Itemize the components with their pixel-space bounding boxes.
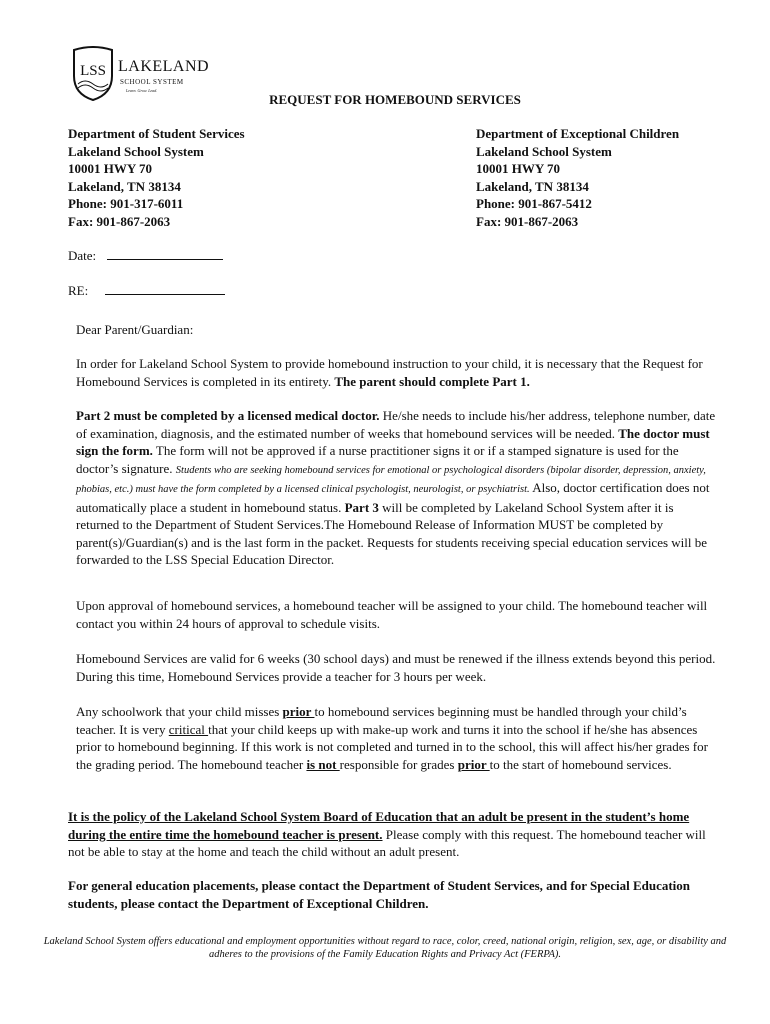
part2-heading: Part 2 must be completed by a licensed medical doctor. xyxy=(76,408,380,423)
page-title: REQUEST FOR HOMEBOUND SERVICES xyxy=(269,92,521,107)
schoolwork-text: to the start of homebound services. xyxy=(489,756,672,772)
prior-emphasis: prior xyxy=(457,756,490,772)
address-line: Lakeland, TN 38134 xyxy=(68,178,181,194)
address-line: Phone: 901-867-5412 xyxy=(476,196,592,211)
logo-tagline: Learn. Grow. Lead. xyxy=(126,88,158,93)
schoolwork-text: responsible for grades xyxy=(339,756,458,772)
paragraph-contact: For general education placements, please contact the Department of Student Services, and for Special Education students, please contact the Department of Exceptional Children. xyxy=(68,878,691,911)
logo-name: LAKELAND xyxy=(118,58,210,75)
paragraph-approval: Upon approval of homebound services, a homebound teacher will be assigned to your child. The homebound teacher will contact you within 24 hours of approval to schedule visits. xyxy=(76,598,708,631)
logo-monogram: LSS xyxy=(80,63,106,79)
intro-emphasis: The parent should complete Part 1. xyxy=(334,373,530,389)
re-label: RE: xyxy=(68,283,89,298)
address-block-exceptional-children xyxy=(476,125,679,230)
re-blank[interactable] xyxy=(105,283,225,295)
address-line: Lakeland, TN 38134 xyxy=(476,178,589,194)
prior-emphasis: prior xyxy=(282,704,315,719)
address-line: Phone: 901-317-6011 xyxy=(68,196,184,211)
address-line: Fax: 901-867-2063 xyxy=(476,213,579,229)
adult-policy-text: Please comply with this request. The homebound teacher will not be able to stay at the home and teach the child without an adult present. xyxy=(68,826,706,859)
address-line: Fax: 901-867-2063 xyxy=(68,213,171,229)
paragraph-adult-policy xyxy=(68,808,720,861)
schoolwork-text: to homebound services beginning must be handled through your child’s teacher. It is very xyxy=(76,704,687,737)
address-line: 10001 HWY 70 xyxy=(68,161,153,176)
address-line: Department of Exceptional Children xyxy=(476,126,680,141)
date-blank[interactable] xyxy=(107,248,223,260)
logo-subtitle: SCHOOL SYSTEM xyxy=(120,78,184,86)
schoolwork-text: that your child keeps up with make-up work and turns it into the school if he/she has absences prior to homebound beginning. If this work is not completed and turned in to the school, this will affect his/her grades for the grading period. The homebound teacher xyxy=(76,721,708,772)
address-block-student-services xyxy=(68,125,245,230)
paragraph-part2 xyxy=(76,407,716,569)
part2-text: will be completed by Lakeland School System after it is returned to the Department of Student Services.The Homebound Release of Information MUST be completed by parent(s)/Guardian(s) and is the last form in the packet. Requests for students receiving special education services will be forwarded to the LSS Special Education Director. xyxy=(76,499,708,567)
nondiscrimination-footer: Lakeland School System offers educational and employment opportunities without regard to race, color, creed, national origin, religion, sex, age, or disability and adheres to the provisions of the Family Education Rights and Privacy Act (FERPA). xyxy=(43,936,727,960)
part2-text: The form will not be approved if a nurse practitioner signs it or if a stamped signature is used for the doctor’s signature. xyxy=(76,443,679,476)
address-line: Lakeland School System xyxy=(476,143,612,159)
address-line: Lakeland School System xyxy=(68,143,204,159)
paragraph-intro xyxy=(76,355,706,390)
date-label: Date: xyxy=(68,248,97,263)
intro-text: In order for Lakeland School System to provide homebound instruction to your child, it is necessary that the Request for Homebound Services is completed in its entirety. xyxy=(76,356,703,389)
date-field xyxy=(68,248,223,264)
re-field xyxy=(68,283,225,299)
part2-sign-note: The doctor must sign the form. xyxy=(76,425,710,458)
critical-emphasis: critical xyxy=(168,721,209,737)
paragraph-validity: Homebound Services are valid for 6 weeks (30 school days) and must be renewed if the illness extends beyond this period. During this time, Homebound Services provide a teacher for 3 hours per week. xyxy=(76,651,716,684)
is-not-emphasis: is not xyxy=(306,756,340,772)
schoolwork-text: Any schoolwork that your child misses xyxy=(76,704,283,719)
part2-psych-note: Students who are seeking homebound services for emotional or psychological disorders (bipolar disorder, depression, anxiety, phobias, etc.) must have the form completed by a licensed clinical psychologist, neurologist, or psychiatrist. xyxy=(76,464,706,495)
paragraph-schoolwork xyxy=(76,703,716,773)
adult-policy-statement: It is the policy of the Lakeland School System Board of Education that an adult be present in the student’s home during the entire time the homebound teacher is present. xyxy=(68,809,690,842)
address-line: Department of Student Services xyxy=(68,126,245,141)
part3-label: Part 3 xyxy=(344,499,379,515)
greeting: Dear Parent/Guardian: xyxy=(76,322,194,337)
part2-text: Also, doctor certification does not automatically place a student in homebound status. xyxy=(76,480,710,515)
part2-text: He/she needs to include his/her address, telephone number, date of examination, diagnosis, and the estimated number of weeks that homebound services will be needed. xyxy=(76,408,716,441)
address-line: 10001 HWY 70 xyxy=(476,161,561,176)
